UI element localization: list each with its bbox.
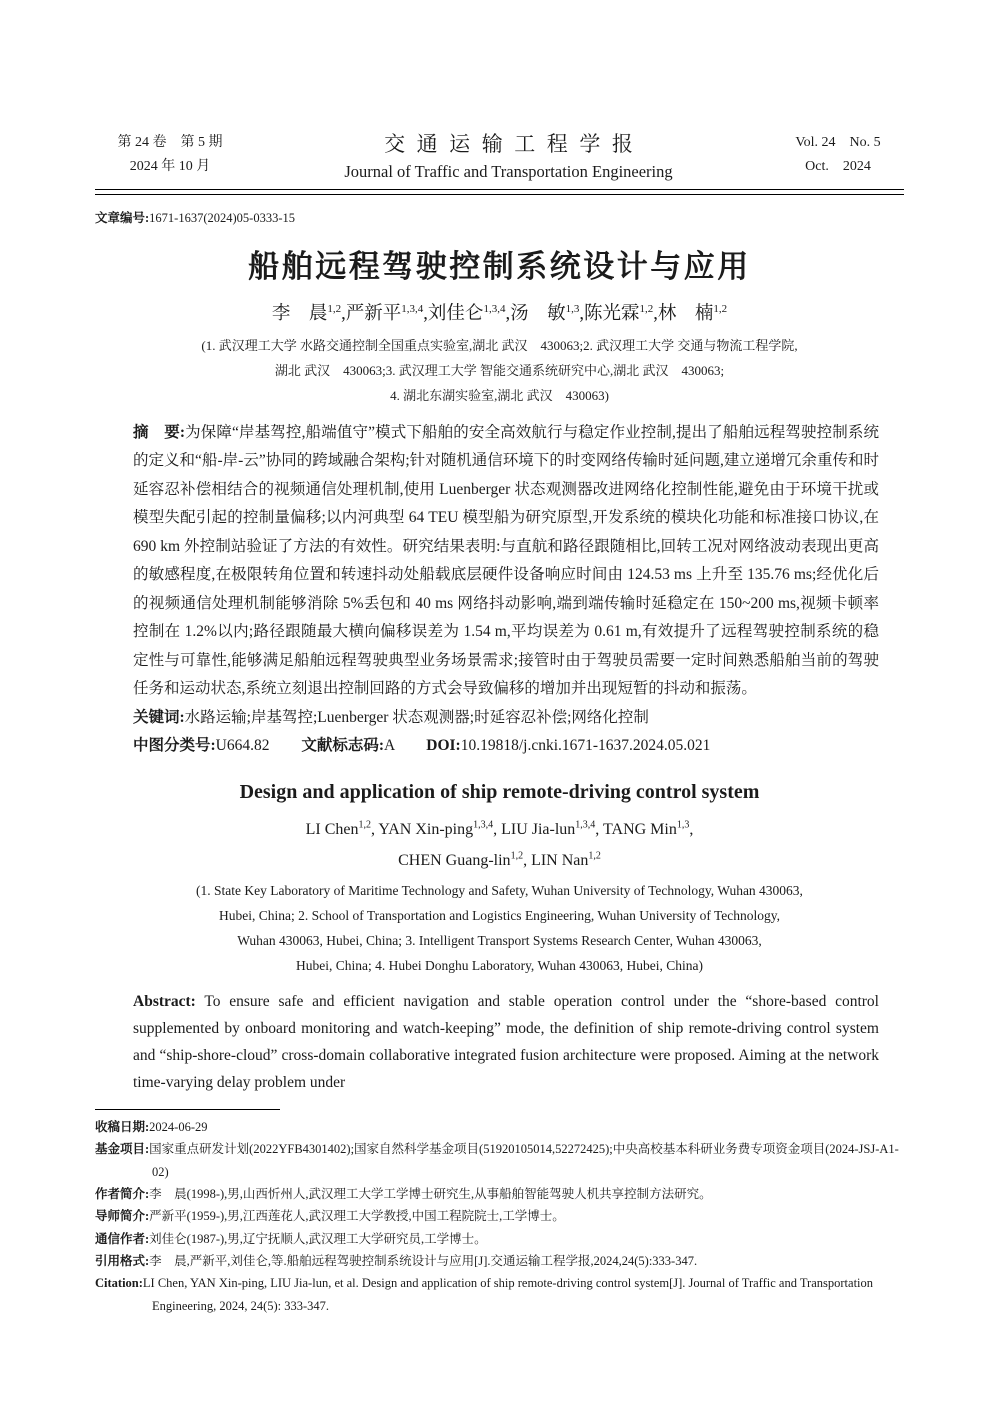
footnote-citation-cn: 引用格式:李 晨,严新平,刘佳仑,等.船舶远程驾驶控制系统设计与应用[J].交通运输工程学报,2024,24(5):333-347. <box>95 1253 698 1268</box>
author-affil-sup: 1,3,4 <box>575 819 596 831</box>
abstract-cn <box>133 419 879 704</box>
footnote-citation-en: Citation:LI Chen, YAN Xin-ping, LIU Jia-lun, et al. Design and application of ship remote-driving control system[J]. Journal of Traffic and Transportation Engineering, 2024, 24(5): 333-347. <box>95 1276 874 1313</box>
abstract-en-label: Abstract: <box>133 993 196 1011</box>
author-affil-sup: 1,2 <box>588 850 601 862</box>
journal-header <box>95 128 904 182</box>
doc-code-label: 文献标志码: <box>301 737 385 754</box>
author-affil-sup: 1,3 <box>676 819 690 831</box>
doi-label: DOI: <box>426 737 461 754</box>
article-number <box>95 208 904 226</box>
author-affil-sup: 1,3,4 <box>473 819 494 831</box>
author-affil-sup: 1,2 <box>358 819 372 831</box>
footnote-author-bio: 作者简介:李 晨(1998-),男,山西忻州人,武汉理工大学工学博士研究生,从事船舶智能驾驶人机共享控制方法研究。 <box>95 1187 712 1202</box>
footnote-funding: 基金项目:国家重点研发计划(2022YFB4301402);国家自然科学基金项目(51920105014,52272425);中央高校基本科研业务费专项资金项目(2024-JSJ-A1-02) <box>95 1142 899 1179</box>
keywords-label: 关键词: <box>133 708 185 726</box>
keywords-cn <box>133 704 879 733</box>
affiliation-en-line: Wuhan 430063, Hubei, China; 3. Intelligent Transport Systems Research Center, Wuhan 430063, <box>237 933 762 949</box>
journal-title-cn: 交通运输工程学报 <box>384 132 645 156</box>
affiliation-line: 4. 湖北东湖实验室,湖北 武汉 430063) <box>390 387 609 403</box>
clc-label: 中图分类号: <box>133 737 216 754</box>
author-en: YAN Xin-ping$^{1,3,4}$, <box>378 819 502 838</box>
doc-code-value: A <box>384 737 395 754</box>
author-affil-sup: 1,3,4 <box>483 302 506 315</box>
abstract-en-text: To ensure safe and efficient navigation and stable operation control under the “shore-based control supplemented by onboard monitoring and watch-keeping” mode, the definition of ship remote-driving control system and “ship-shore-cloud” cross-domain collaborative integrated fusion architecture were proposed. Aiming at the network time-varying delay problem under <box>133 993 879 1092</box>
author-affil-sup: 1,2 <box>327 302 342 315</box>
affiliation-en-line: Hubei, China; 2. School of Transportation and Logistics Engineering, Wuhan University of Technology, <box>218 908 781 924</box>
author-affil-sup: 1,2 <box>510 850 524 862</box>
footnote-corresponding-author: 通信作者:刘佳仑(1987-),男,辽宁抚顺人,武汉理工大学研究员,工学博士。 <box>95 1231 487 1246</box>
affiliation-line: 湖北 武汉 430063;3. 武汉理工大学 智能交通系统研究中心,湖北 武汉 430063; <box>274 362 725 378</box>
header-double-rule <box>95 189 904 195</box>
abstract-cn-text: 为保障“岸基驾控,船端值守”模式下船舶的安全高效航行与稳定作业控制,提出了船舶远程驾驶控制系统的定义和“船-岸-云”协同的跨域融合架构;针对随机通信环境下的时变网络传输时延问题,建立递增冗余重传和时延容忍补偿相结合的视频通信处理机制,使用 Luenberger 状态观测器改进网络化控制性能,避免由于环境干扰或模型失配引起的控制量偏移;以内河典型 64 TEU 模型船为研究原型,开发系统的模块化功能和标准接口协议,在 690 km 外控制站验证了方法的有效性。研究结果表明:与直航和路径跟随相比,回转工况对网络波动表现出更高的敏感程度,在极限转角位置和转速抖动处船载底层硬件设备响应时间由 124.53 ms 上升至 135.76 ms;经优化后的视频通信处理机制能够消除 5%丢包和 40 ms 网络抖动影响,端到端传输时延稳定在 150~200 ms,视频卡顿率控制在 1.2%以内;路径跟随最大横向偏移误差为 1.54 m,平均误差为 0.61 m,有效提升了远程驾驶控制系统的稳定性与可靠性,能够满足船舶远程驾驶典型业务场景需求;接管时由于驾驶员需要一定时间熟悉船舶当前的驾驶任务和运动状态,系统立刻退出控制回路的方式会导致偏移的增加并出现短暂的抖动和振荡。 <box>133 423 879 697</box>
author-en: CHEN Guang-lin$^{1,2}$, <box>398 850 532 870</box>
authors-en-line1 <box>95 812 904 843</box>
paper-title-cn: 船舶远程驾驶控制系统设计与应用 <box>248 248 751 284</box>
journal-title-block <box>245 128 772 182</box>
author-affil-sup: 1,2 <box>713 302 728 315</box>
clc-line <box>133 732 879 761</box>
keywords-text: 水路运输;岸基驾控;Luenberger 状态观测器;时延容忍补偿;网络化控制 <box>184 708 649 726</box>
volume-issue-en: Vol. 24 No. 5 <box>795 135 881 150</box>
authors-en-line2 <box>95 843 904 874</box>
author-affil-sup: 1,2 <box>639 302 654 315</box>
author-cn: 汤 敏$^{1,3}$, <box>510 302 584 324</box>
author-cn: 林 楠$^{1,2}$ <box>657 302 728 324</box>
affiliation-en-line: (1. State Key Laboratory of Maritime Technology and Safety, Wuhan University of Technology, Wuhan 430063, <box>196 883 803 899</box>
clc-value: U664.82 <box>215 737 270 754</box>
author-cn: 李 晨$^{1,2}$, <box>271 302 346 324</box>
author-en: TANG Min$^{1,3}$, <box>603 819 694 838</box>
author-affil-sup: 1,3 <box>565 302 580 315</box>
authors-en <box>95 812 904 875</box>
paper-title-en: Design and application of ship remote-driving control system <box>239 780 760 803</box>
authors-cn <box>95 299 904 325</box>
doi-value: 10.19818/j.cnki.1671-1637.2024.05.021 <box>460 737 711 754</box>
date-cn: 2024 年 10 月 <box>129 159 211 174</box>
affiliation-en-line: Hubei, China; 4. Hubei Donghu Laboratory, Wuhan 430063, Hubei, China) <box>295 958 703 974</box>
footnotes <box>95 1116 904 1317</box>
volume-issue-cn: 第 24 卷 第 5 期 <box>117 135 223 150</box>
author-en: LIU Jia-lun$^{1,3,4}$, <box>501 819 604 838</box>
abstract-cn-label: 摘 要: <box>133 423 186 441</box>
article-number-label: 文章编号: <box>95 210 150 225</box>
author-cn: 陈光霖$^{1,2}$, <box>583 302 658 324</box>
author-cn: 严新平$^{1,3,4}$, <box>345 302 428 324</box>
author-affil-sup: 1,3,4 <box>401 302 424 315</box>
abstract-en <box>133 988 879 1096</box>
author-cn: 刘佳仑$^{1,3,4}$, <box>427 302 511 324</box>
footnote-supervisor-bio: 导师简介:严新平(1959-),男,江西莲花人,武汉理工大学教授,中国工程院院士,工学博士。 <box>95 1209 565 1224</box>
date-en: Oct. 2024 <box>805 159 871 174</box>
header-volume-issue-en <box>772 131 904 179</box>
header-volume-issue-cn <box>95 131 245 179</box>
footnote-received-date: 收稿日期:2024-06-29 <box>95 1120 208 1135</box>
affiliation-line: (1. 武汉理工大学 水路交通控制全国重点实验室,湖北 武汉 430063;2. 武汉理工大学 交通与物流工程学院, <box>201 337 798 353</box>
article-number-value: 1671-1637(2024)05-0333-15 <box>149 210 295 225</box>
author-en: LIN Nan$^{1,2}$ <box>531 850 601 870</box>
footnote-separator <box>95 1109 280 1110</box>
affiliations-en <box>95 878 904 978</box>
affiliations-cn <box>95 333 904 408</box>
author-en: LI Chen$^{1,2}$, <box>305 819 379 838</box>
journal-title-en: Journal of Traffic and Transportation Engineering <box>344 162 673 181</box>
